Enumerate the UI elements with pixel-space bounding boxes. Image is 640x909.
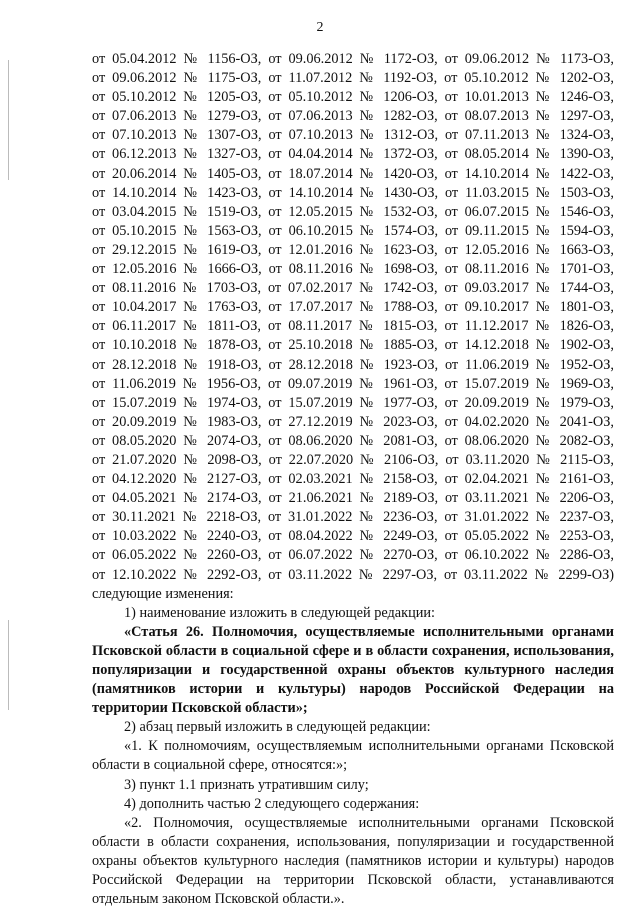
amendment-line: от 06.11.2017 № 1811-ОЗ, от 08.11.2017 № 1815-ОЗ, от 11.12.2017 № 1826-ОЗ, <box>92 318 614 335</box>
amendments-list <box>92 50 614 604</box>
scan-edge-mark <box>8 620 9 710</box>
item-4: 4) дополнить частью 2 следующего содержания: <box>124 795 420 812</box>
item-1: 1) наименование изложить в следующей редакции: <box>124 604 435 621</box>
amendment-line: от 14.10.2014 № 1423-ОЗ, от 14.10.2014 № 1430-ОЗ, от 11.03.2015 № 1503-ОЗ, <box>92 184 614 201</box>
amendment-line: от 10.04.2017 № 1763-ОЗ, от 17.07.2017 № 1788-ОЗ, от 09.10.2017 № 1801-ОЗ, <box>92 299 614 316</box>
scan-edge-mark <box>8 60 9 180</box>
amendment-line: от 04.12.2020 № 2127-ОЗ, от 02.03.2021 № 2158-ОЗ, от 02.04.2021 № 2161-ОЗ, <box>92 471 614 488</box>
amendment-line: от 12.10.2022 № 2292-ОЗ, от 03.11.2022 № 2297-ОЗ, от 03.11.2022 № 2299-ОЗ) <box>92 566 614 583</box>
document-body <box>92 50 614 909</box>
page-number: 2 <box>316 20 324 35</box>
amendment-line: от 05.04.2012 № 1156-ОЗ, от 09.06.2012 № 1172-ОЗ, от 09.06.2012 № 1173-ОЗ, <box>92 51 614 67</box>
amendment-line: от 10.03.2022 № 2240-ОЗ, от 08.04.2022 № 2249-ОЗ, от 05.05.2022 № 2253-ОЗ, <box>92 528 614 545</box>
amendment-line: от 09.06.2012 № 1175-ОЗ, от 11.07.2012 № 1192-ОЗ, от 05.10.2012 № 1202-ОЗ, <box>92 70 614 87</box>
amendment-line: следующие изменения: <box>92 585 234 602</box>
amendment-line: от 07.10.2013 № 1307-ОЗ, от 07.10.2013 № 1312-ОЗ, от 07.11.2013 № 1324-ОЗ, <box>92 127 614 144</box>
amendment-line: от 12.05.2016 № 1666-ОЗ, от 08.11.2016 № 1698-ОЗ, от 08.11.2016 № 1701-ОЗ, <box>92 261 614 278</box>
amendment-line: от 15.07.2019 № 1974-ОЗ, от 15.07.2019 № 1977-ОЗ, от 20.09.2019 № 1979-ОЗ, <box>92 394 614 411</box>
item-3: 3) пункт 1.1 признать утратившим силу; <box>124 776 369 793</box>
item-2: 2) абзац первый изложить в следующей редакции: <box>124 719 431 736</box>
amendment-line: от 05.10.2012 № 1205-ОЗ, от 05.10.2012 № 1206-ОЗ, от 10.01.2013 № 1246-ОЗ, <box>92 89 614 106</box>
amendment-line: от 21.07.2020 № 2098-ОЗ, от 22.07.2020 № 2106-ОЗ, от 03.11.2020 № 2115-ОЗ, <box>92 451 614 468</box>
amendment-line: от 08.05.2020 № 2074-ОЗ, от 08.06.2020 № 2081-ОЗ, от 08.06.2020 № 2082-ОЗ, <box>92 432 614 449</box>
amendment-line: от 07.06.2013 № 1279-ОЗ, от 07.06.2013 № 1282-ОЗ, от 08.07.2013 № 1297-ОЗ, <box>92 108 614 125</box>
amendment-line: от 29.12.2015 № 1619-ОЗ, от 12.01.2016 № 1623-ОЗ, от 12.05.2016 № 1663-ОЗ, <box>92 241 614 258</box>
amendment-line: от 06.12.2013 № 1327-ОЗ, от 04.04.2014 № 1372-ОЗ, от 08.05.2014 № 1390-ОЗ, <box>92 146 614 163</box>
amendment-line: от 06.05.2022 № 2260-ОЗ, от 06.07.2022 № 2270-ОЗ, от 06.10.2022 № 2286-ОЗ, <box>92 547 614 564</box>
amendment-line: от 03.04.2015 № 1519-ОЗ, от 12.05.2015 № 1532-ОЗ, от 06.07.2015 № 1546-ОЗ, <box>92 203 614 220</box>
amendment-line: от 20.06.2014 № 1405-ОЗ, от 18.07.2014 № 1420-ОЗ, от 14.10.2014 № 1422-ОЗ, <box>92 165 614 182</box>
amendment-line: от 20.09.2019 № 1983-ОЗ, от 27.12.2019 № 2023-ОЗ, от 04.02.2020 № 2041-ОЗ, <box>92 413 614 430</box>
item-2-quote: «1. К полномочиям, осуществляемым исполнительными органами Псковской области в социальной сфере, относятся:»; <box>92 738 614 774</box>
amendment-line: от 08.11.2016 № 1703-ОЗ, от 07.02.2017 № 1742-ОЗ, от 09.03.2017 № 1744-ОЗ, <box>92 280 614 297</box>
amendment-line: от 10.10.2018 № 1878-ОЗ, от 25.10.2018 № 1885-ОЗ, от 14.12.2018 № 1902-ОЗ, <box>92 337 614 354</box>
item-4-quote: «2. Полномочия, осуществляемые исполнительными органами Псковской области в области сохранения, использования, популяризации и государственной охраны объектов культурного наследия (памятников истории и культуры) народов Российской Федерации на территории Псковской области, устанавливаются отдельным законом Псковской области.». <box>92 814 614 908</box>
amendment-line: от 04.05.2021 № 2174-ОЗ, от 21.06.2021 № 2189-ОЗ, от 03.11.2021 № 2206-ОЗ, <box>92 490 614 507</box>
amendment-line: от 05.10.2015 № 1563-ОЗ, от 06.10.2015 № 1574-ОЗ, от 09.11.2015 № 1594-ОЗ, <box>92 222 614 239</box>
article-title: «Статья 26. Полномочия, осуществляемые исполнительными органами Псковской области в социальной сфере и в области сохранения, использования, популяризации и государственной охраны объектов культурного наследия (памятников истории и культуры) народов Российской Федерации на территории Псковской области»; <box>92 623 614 717</box>
amendment-line: от 28.12.2018 № 1918-ОЗ, от 28.12.2018 № 1923-ОЗ, от 11.06.2019 № 1952-ОЗ, <box>92 356 614 373</box>
amendment-line: от 11.06.2019 № 1956-ОЗ, от 09.07.2019 № 1961-ОЗ, от 15.07.2019 № 1969-ОЗ, <box>92 375 614 392</box>
amendment-line: от 30.11.2021 № 2218-ОЗ, от 31.01.2022 № 2236-ОЗ, от 31.01.2022 № 2237-ОЗ, <box>92 509 614 526</box>
